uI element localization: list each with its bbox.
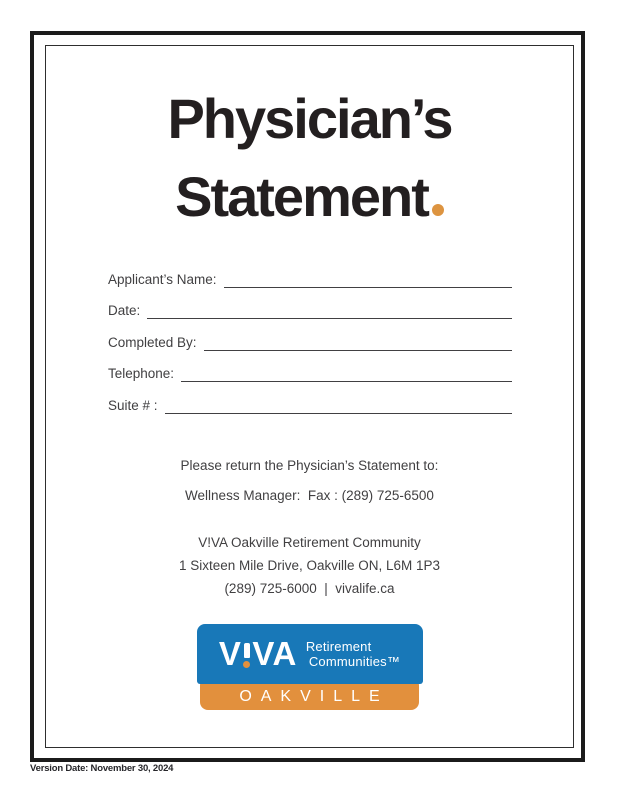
- return-instructions-line2: Wellness Manager: Fax : (289) 725-6500: [185, 487, 434, 503]
- form-fields: [46, 256, 573, 414]
- page-inner-border: [45, 45, 574, 748]
- viva-logo-location-band: OAKVILLE: [200, 681, 419, 710]
- return-instructions-line1: Please return the Physician’s Statement to:: [180, 457, 439, 473]
- field-blank-line: [165, 382, 512, 414]
- viva-wordmark: V VA: [218, 634, 297, 672]
- viva-logo-brand-panel: [197, 624, 423, 684]
- field-label: Applicant’s Name:: [108, 271, 217, 287]
- field-blank-line: [224, 256, 512, 288]
- contact-info: [46, 531, 573, 600]
- viva-logo: [197, 624, 423, 710]
- contact-community-name: V!VA Oakville Retirement Community: [198, 534, 421, 550]
- field-label: Telephone:: [108, 366, 175, 381]
- viva-tagline: [306, 639, 400, 669]
- contact-address: 1 Sixteen Mile Drive, Oakville ON, L6M 1P3: [178, 557, 441, 573]
- page-title: [46, 80, 573, 236]
- page-title-line1: Physician’s: [167, 87, 452, 150]
- viva-tagline-line2: Communities™: [308, 653, 401, 669]
- field-label: Completed By:: [108, 334, 197, 350]
- field-telephone: [108, 351, 512, 383]
- field-blank-line: [147, 288, 512, 320]
- viva-tagline-line1: Retirement: [305, 638, 372, 654]
- field-completed-by: [108, 319, 512, 351]
- field-applicant-name: [108, 256, 512, 288]
- field-label: Date:: [108, 303, 141, 318]
- field-blank-line: [181, 351, 512, 383]
- page-title-line2: Statement: [46, 158, 573, 236]
- field-blank-line: [204, 319, 512, 351]
- field-label: Suite # :: [108, 397, 158, 413]
- field-suite-number: [108, 382, 512, 414]
- contact-phone-website: (289) 725-6000 | vivalife.ca: [224, 580, 395, 596]
- version-date: Version Date: November 30, 2024: [30, 763, 174, 774]
- exclamation-mark-icon: [243, 640, 250, 668]
- page-outer-border: [30, 31, 585, 762]
- return-instructions: [46, 456, 573, 506]
- title-period-dot: [432, 204, 444, 216]
- field-date: [108, 288, 512, 320]
